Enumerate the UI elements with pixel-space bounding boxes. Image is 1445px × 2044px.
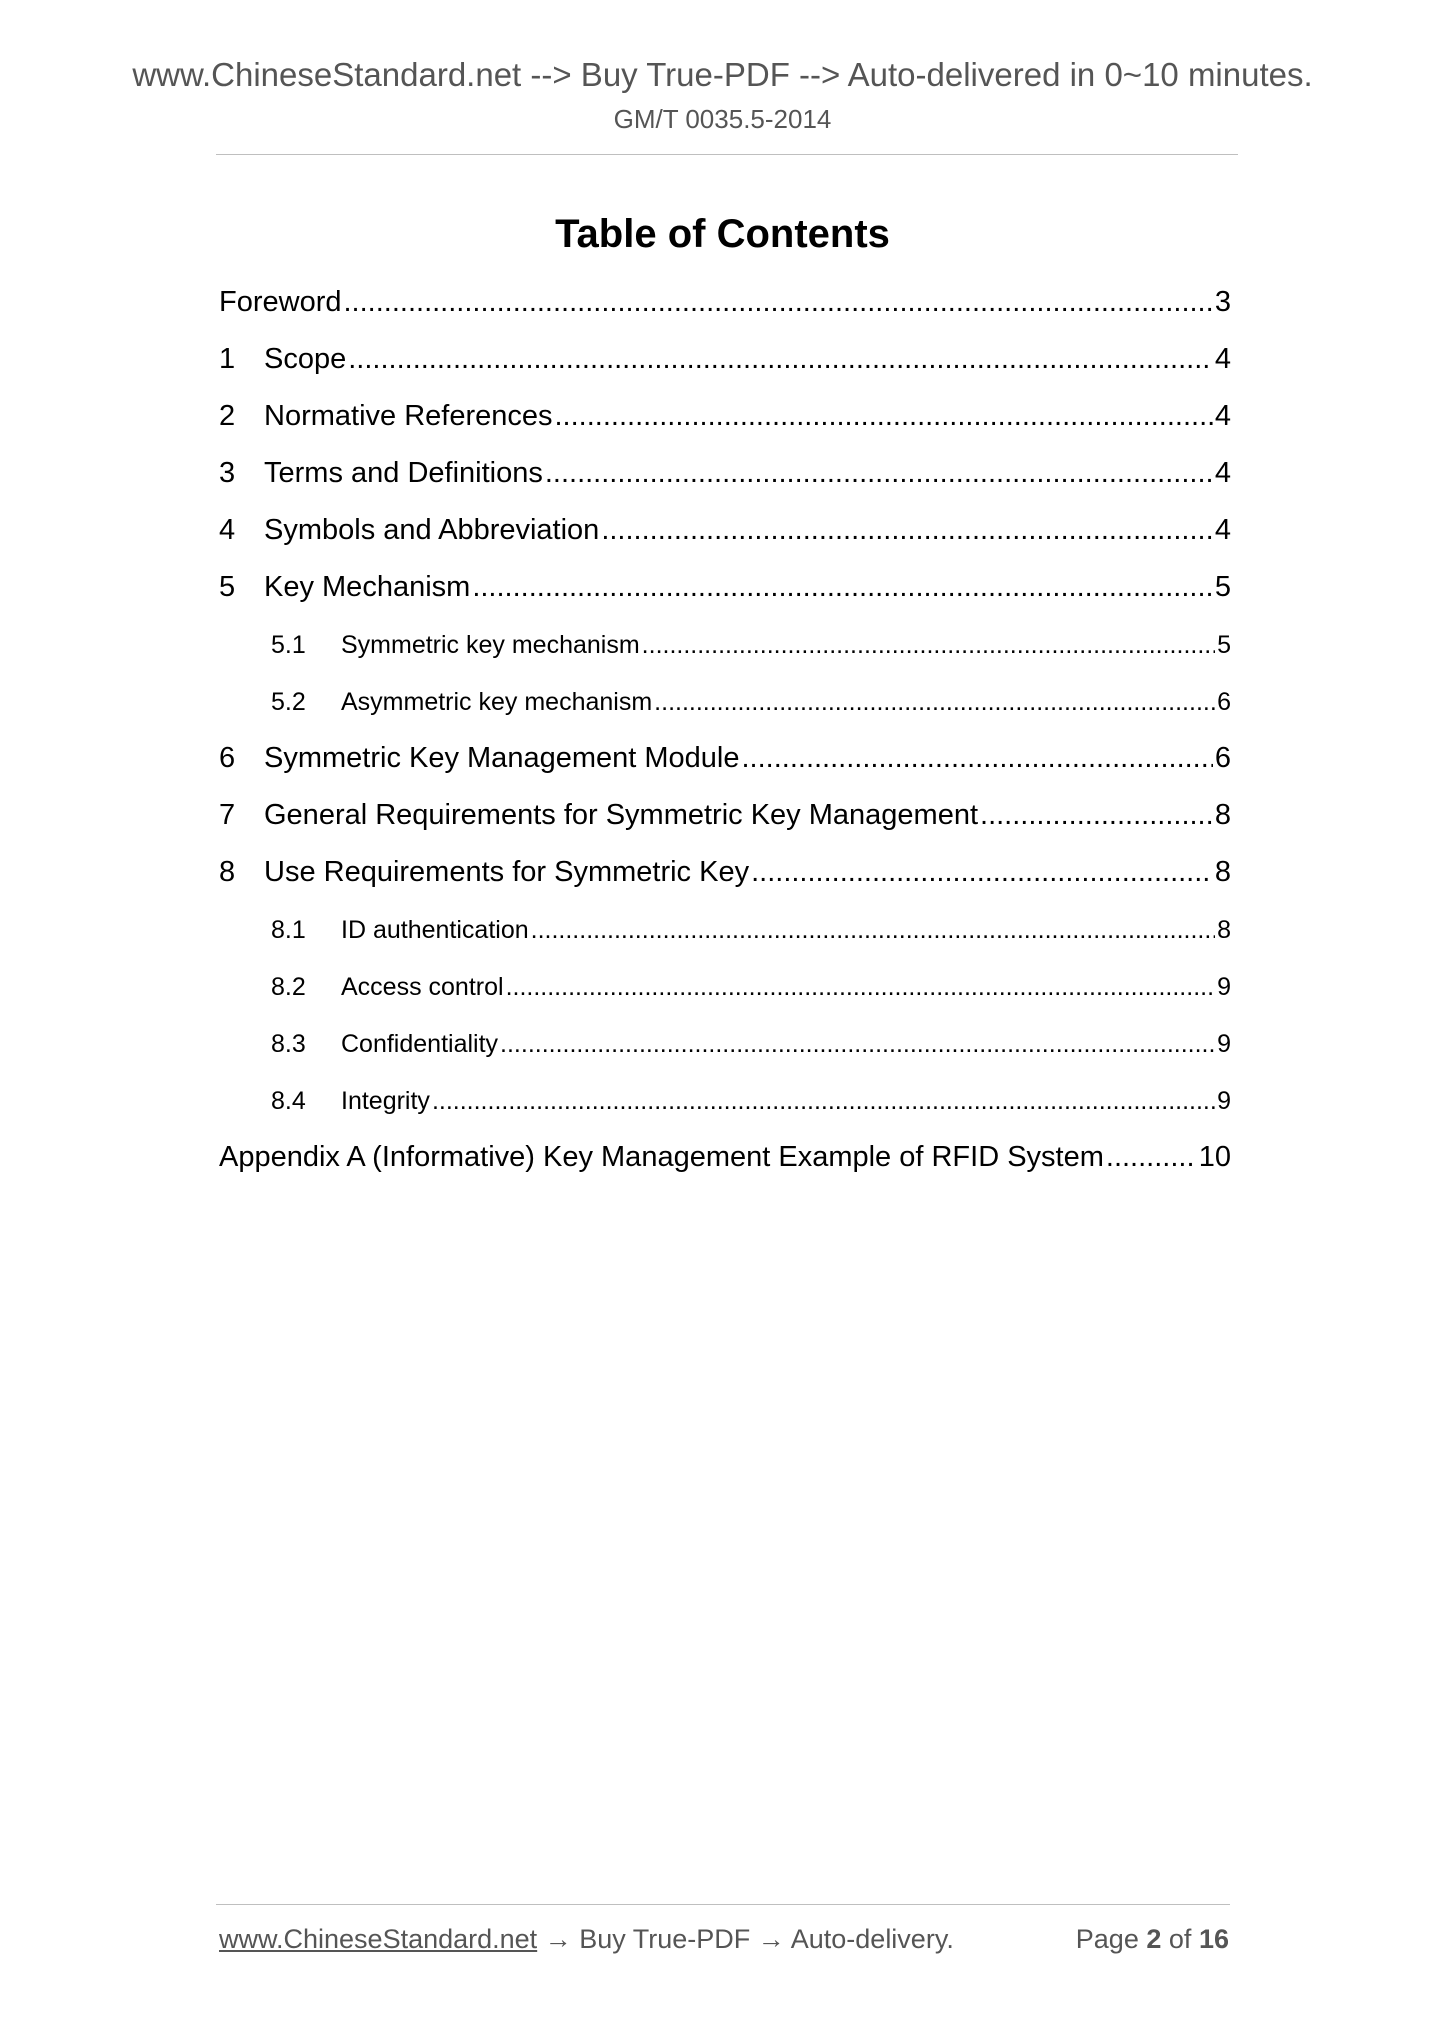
toc-entry-number: 6 bbox=[219, 742, 236, 774]
standard-code: GM/T 0035.5-2014 bbox=[613, 104, 832, 134]
dot-leader bbox=[432, 1087, 1215, 1116]
toc-entry-text: Normative References bbox=[264, 400, 553, 432]
toc-entry-8-4[interactable] bbox=[219, 1087, 1231, 1116]
toc-entry-page: 6 bbox=[1217, 688, 1231, 716]
toc-entry-8-1[interactable] bbox=[219, 916, 1231, 945]
dot-leader bbox=[555, 400, 1213, 433]
toc-entry-text: Symmetric Key Management Module bbox=[264, 742, 740, 774]
toc-entry-8-3[interactable] bbox=[219, 1030, 1231, 1059]
toc-entry-page: 9 bbox=[1217, 973, 1231, 1001]
header-banner: www.ChineseStandard.net --> Buy True-PDF --> Auto-delivered in 0~10 minutes. bbox=[132, 56, 1313, 93]
toc-entry-number: 3 bbox=[219, 457, 236, 489]
toc-entry-page: 9 bbox=[1217, 1087, 1231, 1115]
toc-entry-page: 5 bbox=[1217, 631, 1231, 659]
toc-entry-page: 5 bbox=[1214, 571, 1231, 603]
toc-entry-appendix-a[interactable] bbox=[219, 1141, 1231, 1174]
toc-entry-page: 10 bbox=[1198, 1141, 1231, 1173]
dot-leader bbox=[642, 631, 1215, 660]
toc-entry-text: Use Requirements for Symmetric Key bbox=[264, 856, 750, 888]
toc-entry-text: Access control bbox=[341, 973, 504, 1001]
toc-entry-number: 5 bbox=[219, 571, 236, 603]
toc-entry-number: 5.2 bbox=[271, 688, 306, 716]
footer-tagline: → Buy True-PDF → Auto-delivery. bbox=[537, 1924, 954, 1954]
toc-entry-8[interactable] bbox=[219, 856, 1231, 889]
toc-entry-number: 8.4 bbox=[271, 1087, 306, 1115]
dot-leader bbox=[348, 343, 1213, 376]
footer-site-link[interactable]: www.ChineseStandard.net bbox=[219, 1924, 538, 1954]
toc-entry-text: Appendix A (Informative) Key Management Example of RFID System bbox=[219, 1141, 1104, 1173]
toc-entry-page: 4 bbox=[1214, 343, 1231, 375]
toc-entry-5-1[interactable] bbox=[219, 631, 1231, 660]
page-footer bbox=[219, 1924, 1229, 1955]
toc-entry-7[interactable] bbox=[219, 799, 1231, 832]
toc-entry-number: 2 bbox=[219, 400, 236, 432]
dot-leader bbox=[741, 742, 1212, 775]
toc-entry-number: 1 bbox=[219, 343, 236, 375]
toc-entry-4[interactable] bbox=[219, 514, 1231, 547]
toc-entry-5[interactable] bbox=[219, 571, 1231, 604]
toc-entry-text: Integrity bbox=[341, 1087, 430, 1115]
toc-entry-text: Symbols and Abbreviation bbox=[264, 514, 600, 546]
dot-leader bbox=[344, 286, 1213, 319]
page-of: of bbox=[1168, 1924, 1192, 1954]
toc-entry-2[interactable] bbox=[219, 400, 1231, 433]
toc-entry-text: Foreword bbox=[219, 286, 342, 318]
page-label: Page bbox=[1075, 1924, 1139, 1954]
toc-entry-number: 8.2 bbox=[271, 973, 306, 1001]
dot-leader bbox=[472, 571, 1213, 604]
toc-entry-text: Confidentiality bbox=[341, 1030, 499, 1058]
dot-leader bbox=[506, 973, 1216, 1002]
toc-entry-number: 8.3 bbox=[271, 1030, 306, 1058]
toc-entry-page: 6 bbox=[1214, 742, 1231, 774]
toc-entry-text: Asymmetric key mechanism bbox=[341, 688, 653, 716]
toc-entry-foreword[interactable] bbox=[219, 286, 1231, 319]
dot-leader bbox=[654, 688, 1215, 717]
dot-leader bbox=[601, 514, 1213, 547]
page-current: 2 bbox=[1146, 1924, 1162, 1954]
toc-entry-number: 4 bbox=[219, 514, 236, 546]
toc-entry-number: 5.1 bbox=[271, 631, 306, 659]
toc-entry-text: ID authentication bbox=[341, 916, 529, 944]
toc-entry-5-2[interactable] bbox=[219, 688, 1231, 717]
toc-entry-number: 7 bbox=[219, 799, 236, 831]
toc-entry-text: Terms and Definitions bbox=[264, 457, 543, 489]
toc-entry-1[interactable] bbox=[219, 343, 1231, 376]
footer-divider bbox=[216, 1904, 1230, 1905]
dot-leader bbox=[545, 457, 1213, 490]
toc-entry-page: 9 bbox=[1217, 1030, 1231, 1058]
toc-entry-page: 8 bbox=[1214, 856, 1231, 888]
dot-leader bbox=[1106, 1141, 1197, 1174]
page-number bbox=[1076, 1924, 1229, 1955]
toc-entry-8-2[interactable] bbox=[219, 973, 1231, 1002]
toc-entry-page: 8 bbox=[1217, 916, 1231, 944]
toc-entry-page: 3 bbox=[1214, 286, 1231, 318]
toc-entry-text: Scope bbox=[264, 343, 347, 375]
dot-leader bbox=[751, 856, 1213, 889]
toc-entry-page: 8 bbox=[1214, 799, 1231, 831]
page-title: Table of Contents bbox=[555, 212, 890, 256]
dot-leader bbox=[500, 1030, 1215, 1059]
toc-entry-6[interactable] bbox=[219, 742, 1231, 775]
toc-entry-page: 4 bbox=[1214, 400, 1231, 432]
toc-entry-page: 4 bbox=[1214, 514, 1231, 546]
header-divider bbox=[216, 154, 1238, 155]
page-total: 16 bbox=[1198, 1924, 1229, 1954]
toc-entry-text: Key Mechanism bbox=[264, 571, 471, 603]
toc-entry-page: 4 bbox=[1214, 457, 1231, 489]
toc-entry-text: General Requirements for Symmetric Key Management bbox=[264, 799, 979, 831]
toc-entry-number: 8.1 bbox=[271, 916, 306, 944]
toc-entry-text: Symmetric key mechanism bbox=[341, 631, 640, 659]
dot-leader bbox=[531, 916, 1215, 945]
toc-entry-3[interactable] bbox=[219, 457, 1231, 490]
toc-entry-number: 8 bbox=[219, 856, 236, 888]
dot-leader bbox=[980, 799, 1213, 832]
